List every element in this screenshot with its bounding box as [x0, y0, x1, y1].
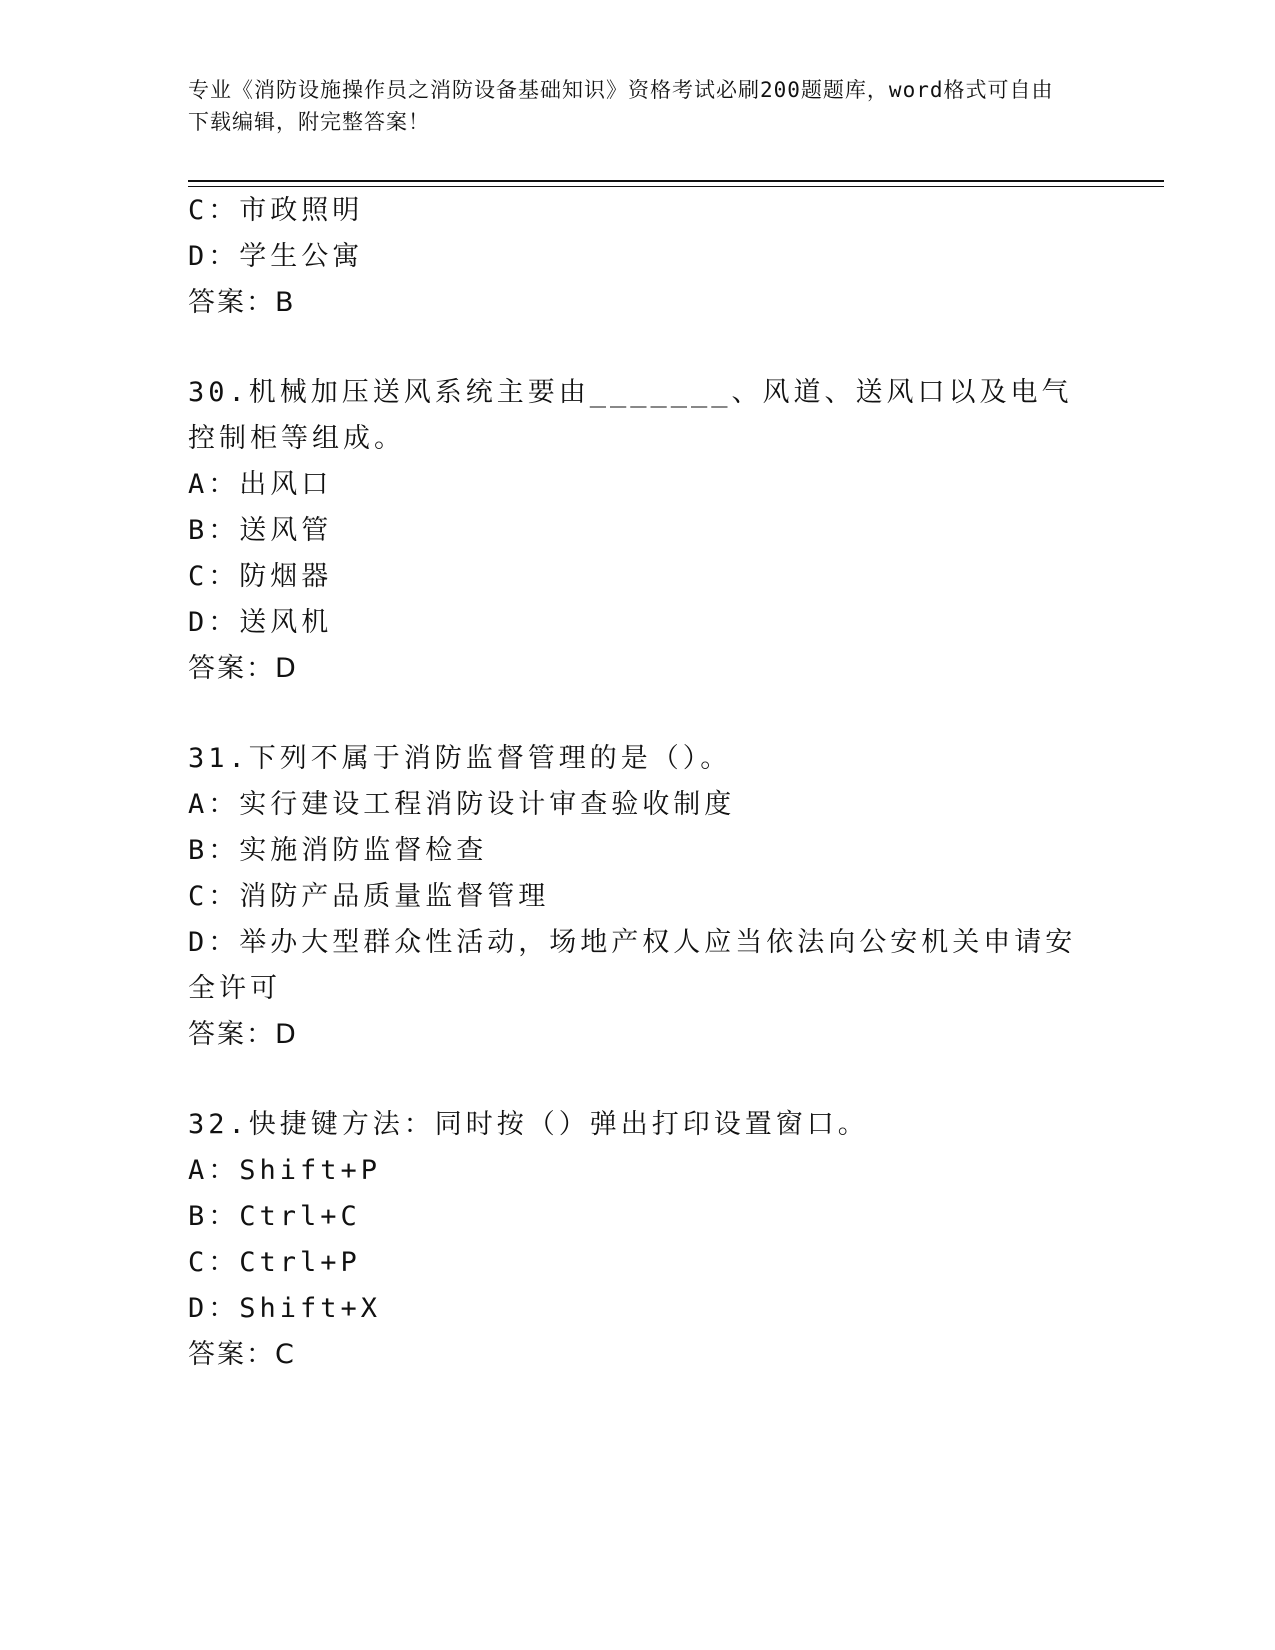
option-c: C：消防产品质量监督管理 — [188, 881, 550, 912]
document-header: 专业《消防设施操作员之消防设备基础知识》资格考试必刷200题题库，word格式可自由下载编辑，附完整答案！ — [188, 78, 1054, 134]
answer-line: 答案：D — [188, 653, 298, 684]
question-29-partial — [188, 188, 1088, 326]
option-a: A：实行建设工程消防设计审查验收制度 — [188, 789, 736, 820]
option-a: A：出风口 — [188, 469, 333, 500]
question-stem: 32.快捷键方法：同时按（）弹出打印设置窗口。 — [188, 1109, 869, 1140]
question-32 — [188, 1102, 1088, 1378]
option-c: C：Ctrl+P — [188, 1247, 361, 1278]
option-b: B：Ctrl+C — [188, 1201, 361, 1232]
option-d: D：送风机 — [188, 607, 333, 638]
option-b: B：送风管 — [188, 515, 333, 546]
option-c: C：防烟器 — [188, 561, 333, 592]
option-d: D：举办大型群众性活动，场地产权人应当依法向公安机关申请安全许可 — [188, 927, 1077, 1004]
answer-line: 答案：B — [188, 287, 296, 318]
header-divider — [188, 180, 1164, 187]
option-b: B：实施消防监督检查 — [188, 835, 488, 866]
question-31 — [188, 736, 1088, 1058]
question-list — [188, 188, 1088, 1378]
answer-line: 答案：C — [188, 1339, 296, 1370]
option-d: D：Shift+X — [188, 1293, 382, 1324]
option-d: D：学生公寓 — [188, 241, 364, 272]
option-c: C：市政照明 — [188, 195, 364, 226]
question-30 — [188, 370, 1088, 692]
question-stem: 31.下列不属于消防监督管理的是（）。 — [188, 743, 732, 774]
answer-line: 答案：D — [188, 1019, 298, 1050]
option-a: A：Shift+P — [188, 1155, 382, 1186]
question-stem: 30.机械加压送风系统主要由_______、风道、送风口以及电气控制柜等组成。 — [188, 377, 1073, 454]
